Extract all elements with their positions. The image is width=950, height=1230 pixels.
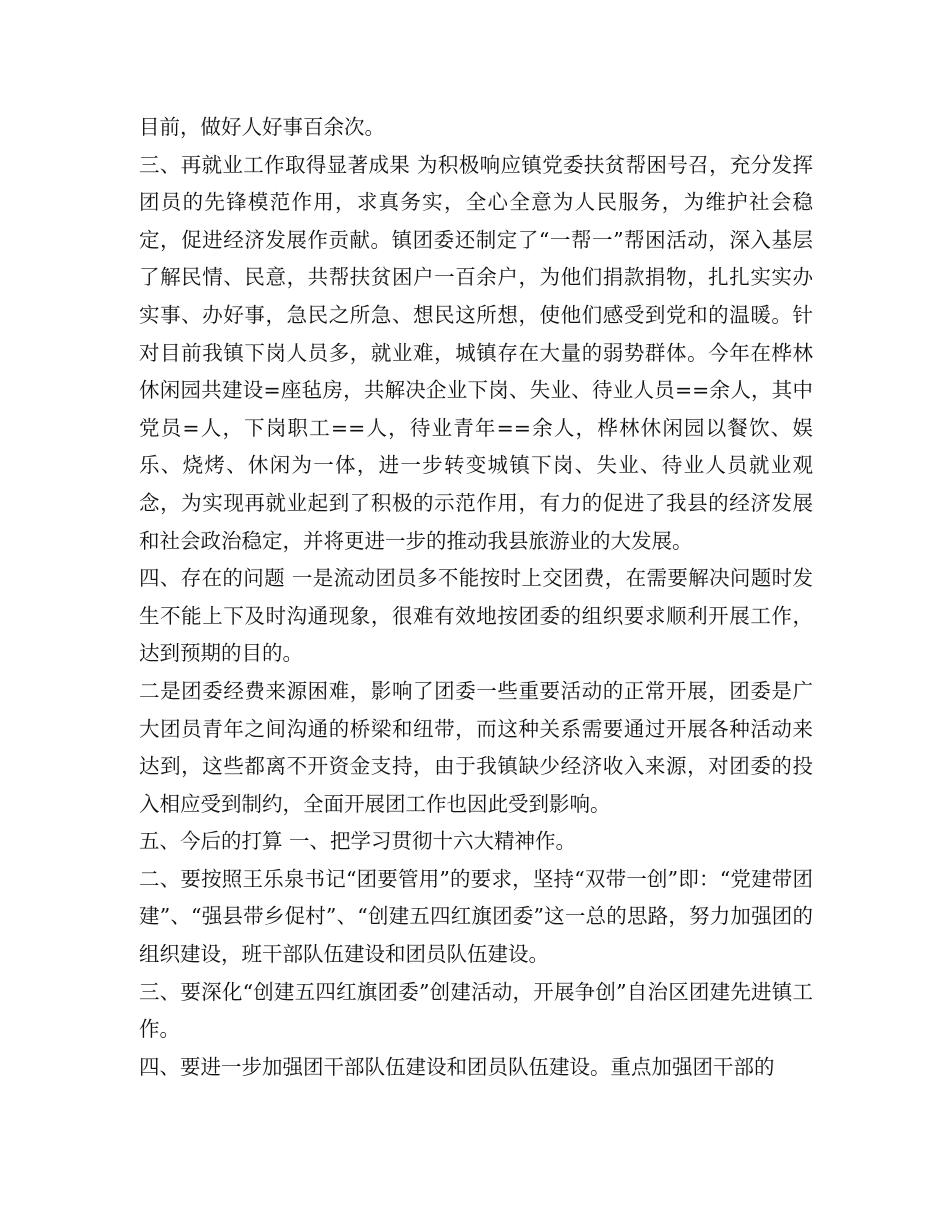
paragraph: 五、今后的打算 一、把学习贯彻十六大精神作。 xyxy=(139,829,577,854)
paragraph: 四、要进一步加强团干部队伍建设和团员队伍建设。重点加强团干部的 xyxy=(139,1054,775,1079)
paragraph: 目前，做好人好事百余次。 xyxy=(139,115,385,139)
paragraph: 二是团委经费来源困难，影响了团委一些重要活动的正常开展，团委是广大团员青年之间沟通的桥梁和纽带，而这种关系需要通过开展各种活动来达到，这些都离不开资金支持，由于我镇缺少经济收入来源，对团委的投入相应受到制约，全面开展团工作也因此受到影响。 xyxy=(139,678,813,816)
paragraph: 二、要按照王乐泉书记“团要管用”的要求，坚持“双带一创”即：“党建带团建”、“强县带乡促村”、“创建五四红旗团委”这一总的思路，努力加强团的组织建设，班干部队伍建设和团员队伍建设。 xyxy=(139,866,813,967)
document-body xyxy=(139,109,813,1086)
paragraph: 三、再就业工作取得显著成果 为积极响应镇党委扶贫帮困号召，充分发挥团员的先锋模范作用，求真务实，全心全意为人民服务，为维护社会稳定，促进经济发展作贡献。镇团委还制定了“一帮一”帮困活动，深入基层了解民情、民意，共帮扶贫困户一百余户，为他们捐款捐物，扎扎实实办实事、办好事，急民之所急、想民这所想，使他们感受到党和的温暖。针对目前我镇下岗人员多，就业难，城镇存在大量的弱势群体。今年在桦林休闲园共建设=座毡房，共解决企业下岗、失业、待业人员==余人，其中党员=人，下岗职工==人，待业青年==余人，桦林休闲园以餐饮、娱乐、烧烤、休闲为一体，进一步转变城镇下岗、失业、待业人员就业观念，为实现再就业起到了积极的示范作用，有力的促进了我县的经济发展和社会政治稳定，并将更进一步的推动我县旅游业的大发展。 xyxy=(139,152,813,553)
paragraph: 三、要深化“创建五四红旗团委”创建活动，开展争创”自治区团建先进镇工作。 xyxy=(139,979,813,1042)
paragraph: 四、存在的问题 一是流动团员多不能按时上交团费，在需要解决问题时发生不能上下及时沟通现象，很难有效地按团委的组织要求顺利开展工作，达到预期的目的。 xyxy=(139,566,813,666)
